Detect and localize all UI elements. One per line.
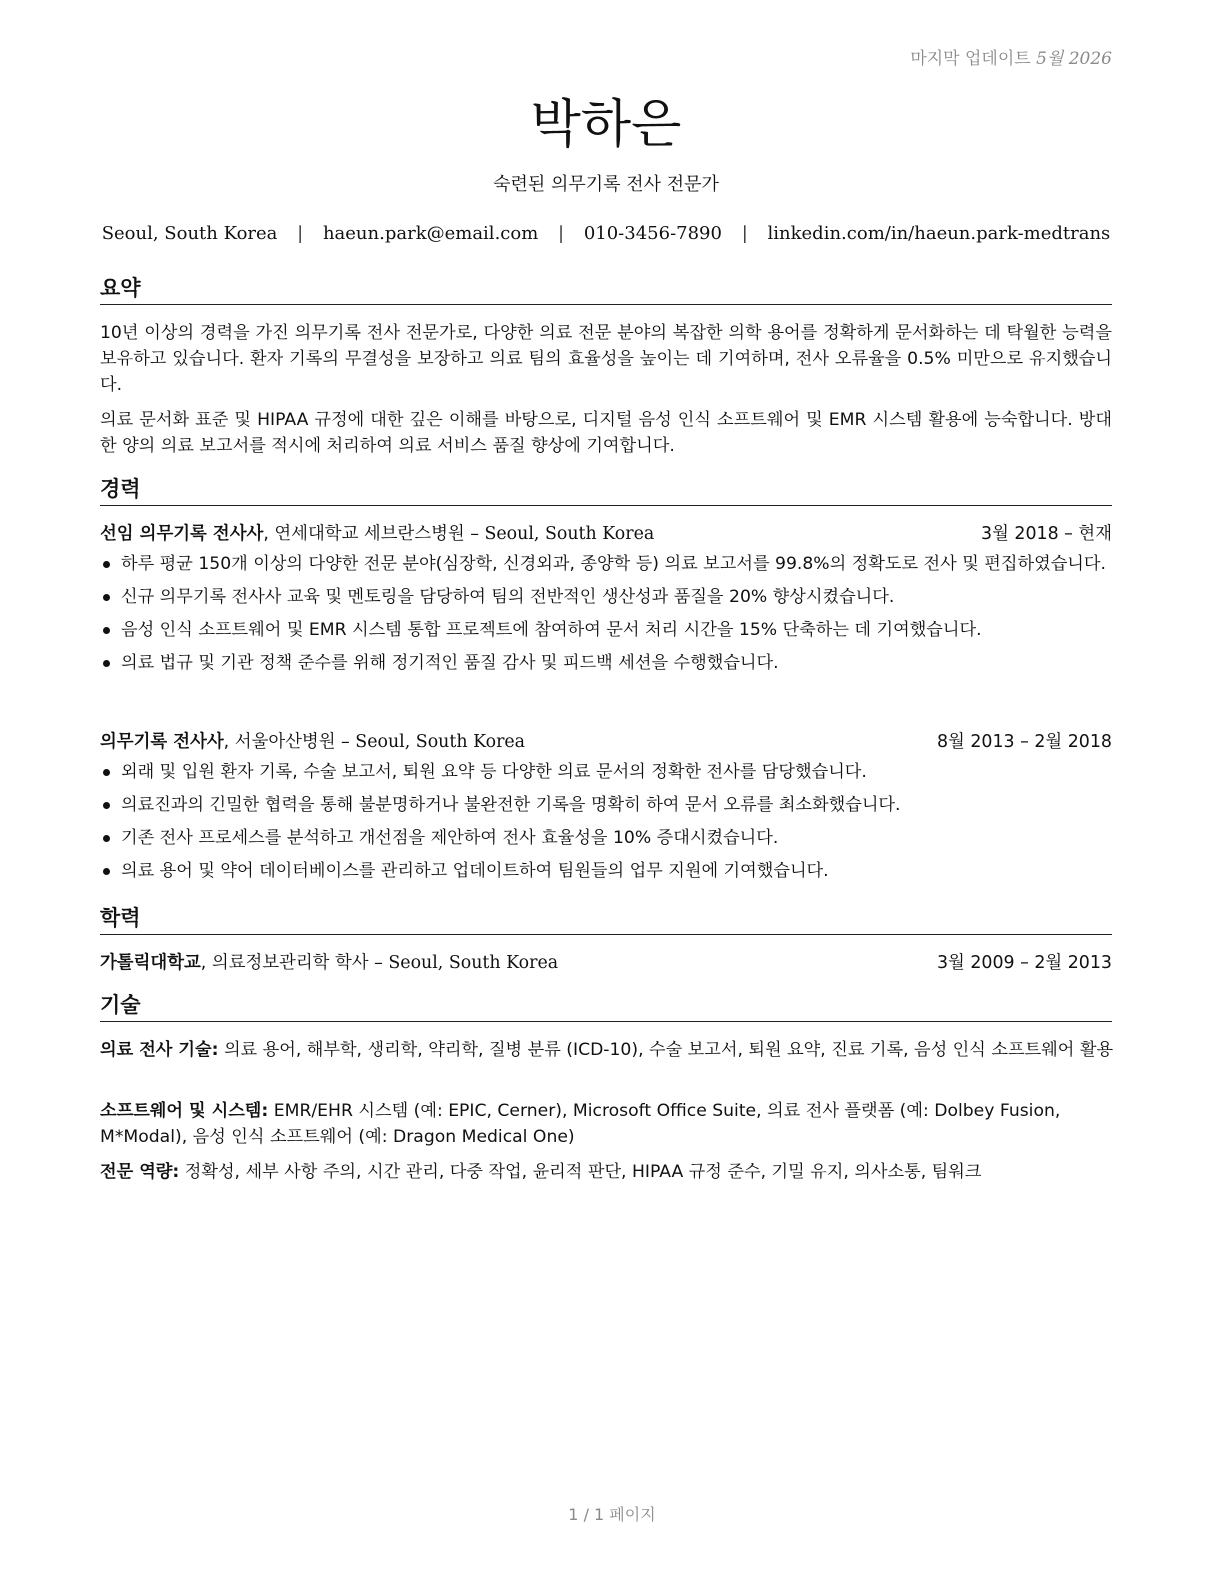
- job-location: Seoul, South Korea: [484, 524, 655, 544]
- skill-label: 의료 전사 기술:: [100, 1040, 219, 1060]
- job-header: 의무기록 전사사, 서울아산병원 – Seoul, South Korea 8월 2013 – 2월 2018: [100, 732, 1112, 752]
- list-item: 외래 및 입원 환자 기록, 수술 보고서, 퇴원 요약 등 다양한 의료 문서의 정확한 전사를 담당했습니다.: [100, 759, 1112, 785]
- skill-text: 정확성, 세부 사항 주의, 시간 관리, 다중 작업, 윤리적 판단, HIPAA 규정 준수, 기밀 유지, 의사소통, 팀워크: [184, 1162, 982, 1182]
- list-item: 신규 의무기록 전사사 교육 및 멘토링을 담당하여 팀의 전반적인 생산성과 품질을 20% 향상시켰습니다.: [100, 584, 1112, 610]
- job-header: 선임 의무기록 전사사, 연세대학교 세브란스병원 – Seoul, South Korea 3월 2018 – 현재: [100, 524, 1112, 544]
- summary-paragraph: 의료 문서화 표준 및 HIPAA 규정에 대한 깊은 이해를 바탕으로, 디지털 음성 인식 소프트웨어 및 EMR 시스템 활용에 능숙합니다. 방대한 양의 의료 보고서를 적시에 처리하여 의료 서비스 품질 향상에 기여합니다.: [100, 410, 1112, 456]
- list-item: 음성 인식 소프트웨어 및 EMR 시스템 통합 프로젝트에 참여하여 문서 처리 시간을 15% 단축하는 데 기여했습니다.: [100, 617, 1112, 643]
- education-school: 가톨릭대학교: [100, 953, 201, 973]
- contact-location: Seoul, South Korea: [101, 223, 278, 244]
- section-heading-summary: 요약: [100, 275, 1112, 305]
- job-org: 서울아산병원: [234, 732, 336, 752]
- skill-label: 전문 역량:: [100, 1162, 180, 1182]
- contact-email-link[interactable]: haeun.park@email.com: [322, 223, 539, 244]
- last-updated-date: 5월 2026: [1036, 49, 1112, 69]
- candidate-title: 숙련된 의무기록 전사 전문가: [493, 174, 719, 195]
- skill-text: 의료 용어, 해부학, 생리학, 약리학, 질병 분류 (ICD-10), 수술 보고서, 퇴원 요약, 진료 기록, 음성 인식 소프트웨어 활용: [223, 1040, 1114, 1060]
- education-location: Seoul, South Korea: [388, 953, 559, 973]
- skill-row: [100, 1037, 1116, 1063]
- section-heading-education: 학력: [100, 905, 1112, 935]
- list-item: 의료진과의 긴밀한 협력을 통해 불분명하거나 불완전한 기록을 명확히 하여 문서 오류를 최소화했습니다.: [100, 792, 1112, 818]
- skill-text: EMR/EHR 시스템 (예: EPIC, Cerner), Microsoft Office Suite, 의료 전사 플랫폼 (예: Dolbey Fusion, M*Modal), 음성 인식 소프트웨어 (예: Dragon Medical One): [100, 1101, 1061, 1147]
- contact-separator: |: [741, 223, 748, 244]
- list-item: 의료 법규 및 기관 정책 준수를 위해 정기적인 품질 감사 및 피드백 세션을 수행했습니다.: [100, 650, 1112, 676]
- job-bullets: [100, 551, 1112, 683]
- contact-separator: |: [297, 223, 304, 244]
- contact-line: [90, 223, 1122, 244]
- last-updated: [910, 44, 1112, 69]
- contact-linkedin-link[interactable]: linkedin.com/in/haeun.park-medtrans: [767, 223, 1111, 244]
- job-org: 연세대학교 세브란스병원: [274, 524, 465, 544]
- list-item: 의료 용어 및 약어 데이터베이스를 관리하고 업데이트하여 팀원들의 업무 지원에 기여했습니다.: [100, 858, 1112, 884]
- candidate-name: 박하은: [530, 95, 682, 155]
- job-bullets: [100, 759, 1112, 891]
- list-item: 기존 전사 프로세스를 분석하고 개선점을 제안하여 전사 효율성을 10% 증대시켰습니다.: [100, 825, 1112, 851]
- last-updated-label: 마지막 업데이트: [910, 49, 1031, 69]
- skill-row: [100, 1159, 1116, 1185]
- page-indicator: 1 / 1 페이지: [568, 1505, 656, 1524]
- job-role: 선임 의무기록 전사사: [100, 524, 264, 544]
- skill-row: [100, 1098, 1116, 1150]
- job-dates: 8월 2013 – 2월 2018: [936, 732, 1112, 752]
- job-dates: 3월 2018 – 현재: [981, 524, 1112, 544]
- section-heading-experience: 경력: [100, 476, 1112, 506]
- section-heading-skills: 기술: [100, 992, 1112, 1022]
- job-location: Seoul, South Korea: [355, 732, 526, 752]
- skill-label: 소프트웨어 및 시스템:: [100, 1101, 269, 1121]
- resume-page: [100, 0, 1112, 1584]
- contact-phone: 010-3456-7890: [583, 223, 722, 244]
- education-dates: 3월 2009 – 2월 2013: [936, 953, 1112, 973]
- contact-separator: |: [558, 223, 565, 244]
- education-entry: 가톨릭대학교, 의료정보관리학 학사 – Seoul, South Korea 3월 2009 – 2월 2013: [100, 953, 1112, 973]
- job-role: 의무기록 전사사: [100, 732, 224, 752]
- list-item: 하루 평균 150개 이상의 다양한 전문 분야(심장학, 신경외과, 종양학 등) 의료 보고서를 99.8%의 정확도로 전사 및 편집하였습니다.: [100, 551, 1112, 577]
- summary-paragraph: 10년 이상의 경력을 가진 의무기록 전사 전문가로, 다양한 의료 전문 분야의 복잡한 의학 용어를 정확하게 문서화하는 데 탁월한 능력을 보유하고 있습니다. 환자 기록의 무결성을 보장하고 의료 팀의 효율성을 높이는 데 기여하며, 전사 오류율을 0.5% 미만으로 유지했습니다.: [100, 323, 1112, 395]
- education-degree: 의료정보관리학 학사: [211, 953, 369, 973]
